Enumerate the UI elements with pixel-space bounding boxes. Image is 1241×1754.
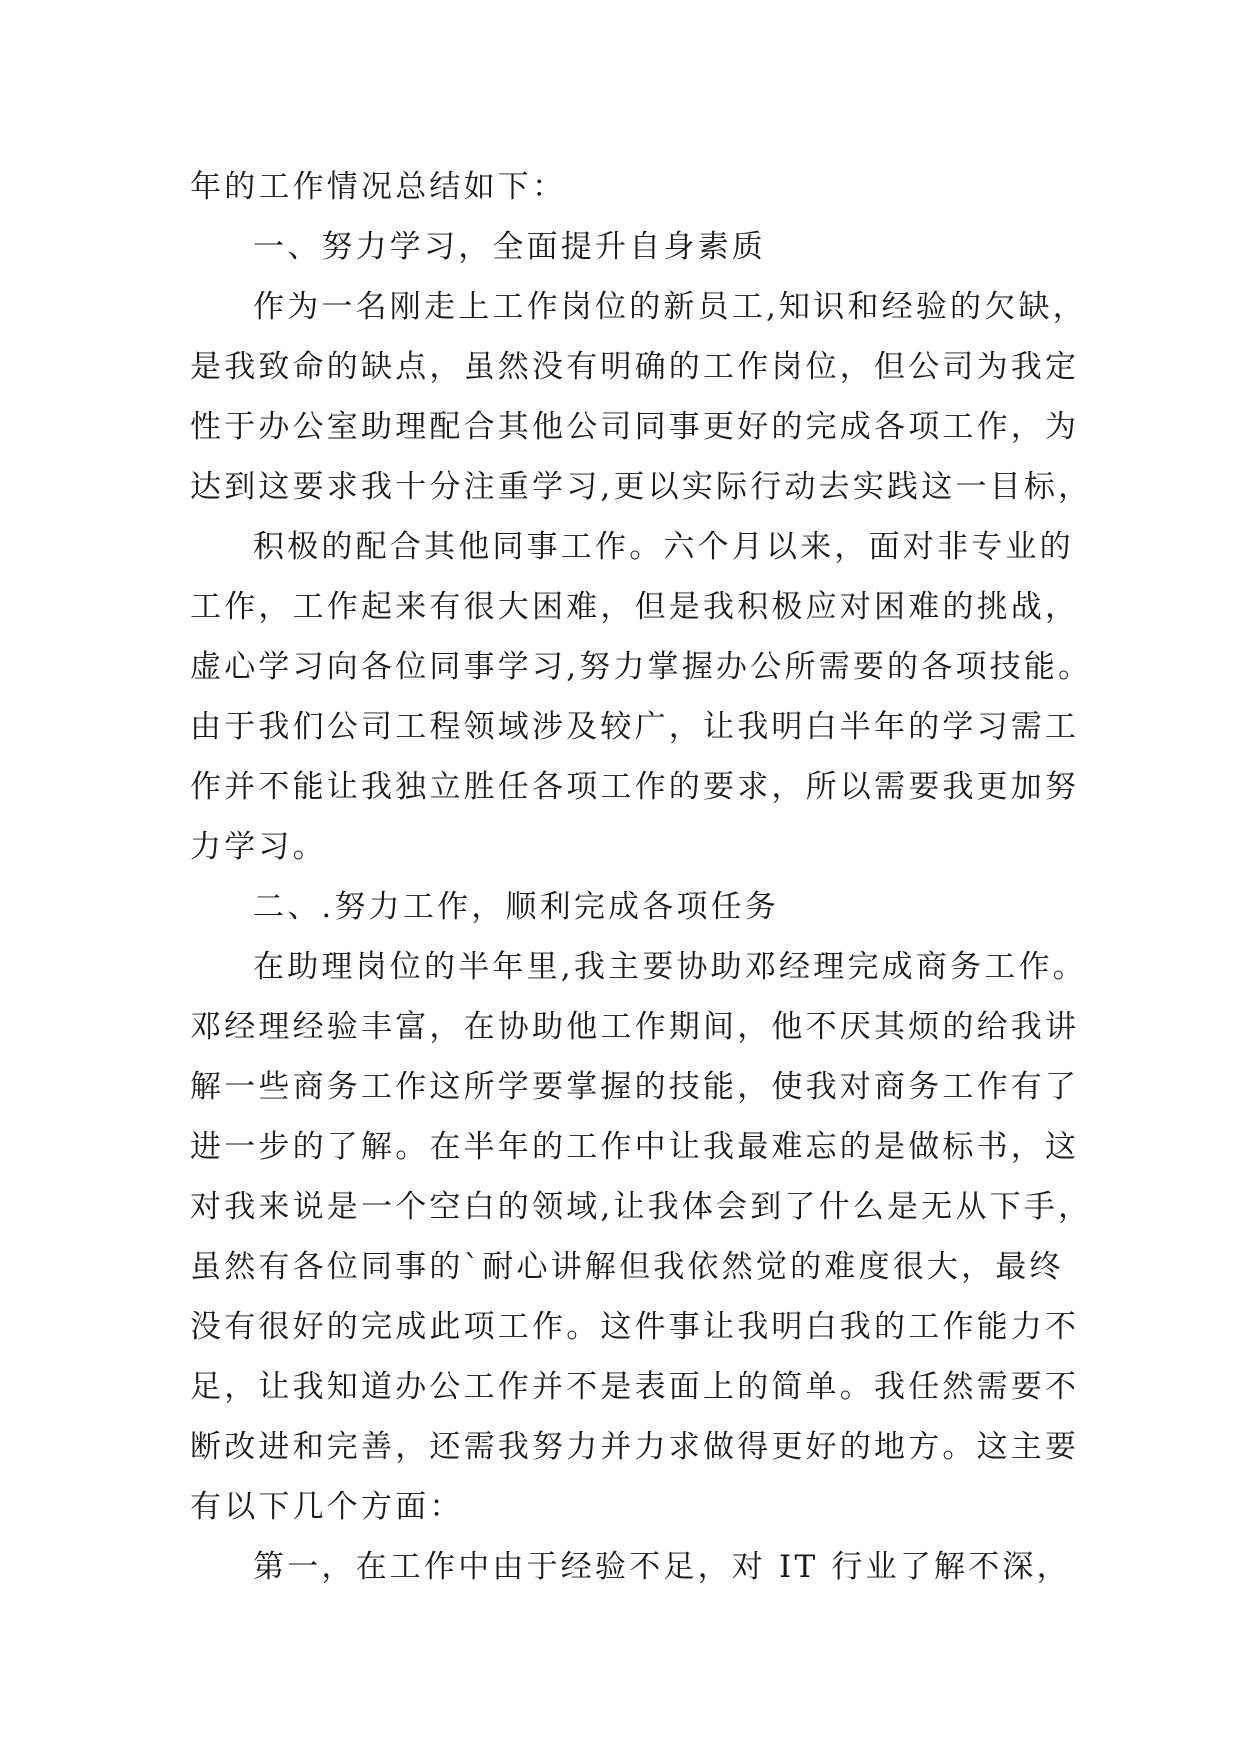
text-line: 足，让我知道办公工作并不是表面上的简单。我任然需要不 (190, 1369, 1080, 1405)
text-line: 力学习。 (190, 829, 327, 865)
section-heading: 二、.努力工作，顺利完成各项任务 (253, 889, 780, 925)
text-line: 性于办公室助理配合其他公司同事更好的完成各项工作，为 (190, 409, 1080, 445)
text-line: 是我致命的缺点，虽然没有明确的工作岗位，但公司为我定 (190, 349, 1080, 385)
text-line: 虽然有各位同事的`耐心讲解但我依然觉的难度很大，最终 (190, 1249, 1064, 1285)
text-line: 工作，工作起来有很大困难，但是我积极应对困难的挑战， (190, 589, 1080, 625)
text-line: 由于我们公司工程领域涉及较广，让我明白半年的学习需工 (190, 709, 1080, 745)
text-line: 积极的配合其他同事工作。六个月以来，面对非专业的 (253, 529, 1074, 565)
text-line: 对我来说是一个空白的领域,让我体会到了什么是无从下手， (190, 1189, 1093, 1225)
text-line: 邓经理经验丰富，在协助他工作期间，他不厌其烦的给我讲 (190, 1009, 1080, 1045)
text-line: 作为一名刚走上工作岗位的新员工,知识和经验的欠缺， (253, 289, 1087, 325)
text-line: 有以下几个方面： (190, 1489, 464, 1525)
text-line: 解一些商务工作这所学要掌握的技能，使我对商务工作有了 (190, 1069, 1080, 1105)
text-line: 进一步的了解。在半年的工作中让我最难忘的是做标书，这 (190, 1129, 1080, 1165)
text-line: 达到这要求我十分注重学习,更以实际行动去实践这一目标， (190, 469, 1093, 505)
text-line: 年的工作情况总结如下： (190, 169, 567, 205)
text-line: 在助理岗位的半年里,我主要协助邓经理完成商务工作。 (253, 949, 1087, 985)
text-line: 作并不能让我独立胜任各项工作的要求，所以需要我更加努 (190, 769, 1080, 805)
text-line: 没有很好的完成此项工作。这件事让我明白我的工作能力不 (190, 1309, 1080, 1345)
section-heading: 一、努力学习，全面提升自身素质 (253, 229, 766, 265)
text-line: 断改进和完善，还需我努力并力求做得更好的地方。这主要 (190, 1429, 1080, 1465)
text-line: 虚心学习向各位同事学习,努力掌握办公所需要的各项技能。 (190, 649, 1093, 685)
text-line: 第一，在工作中由于经验不足，对 IT 行业了解不深， (253, 1549, 1071, 1585)
